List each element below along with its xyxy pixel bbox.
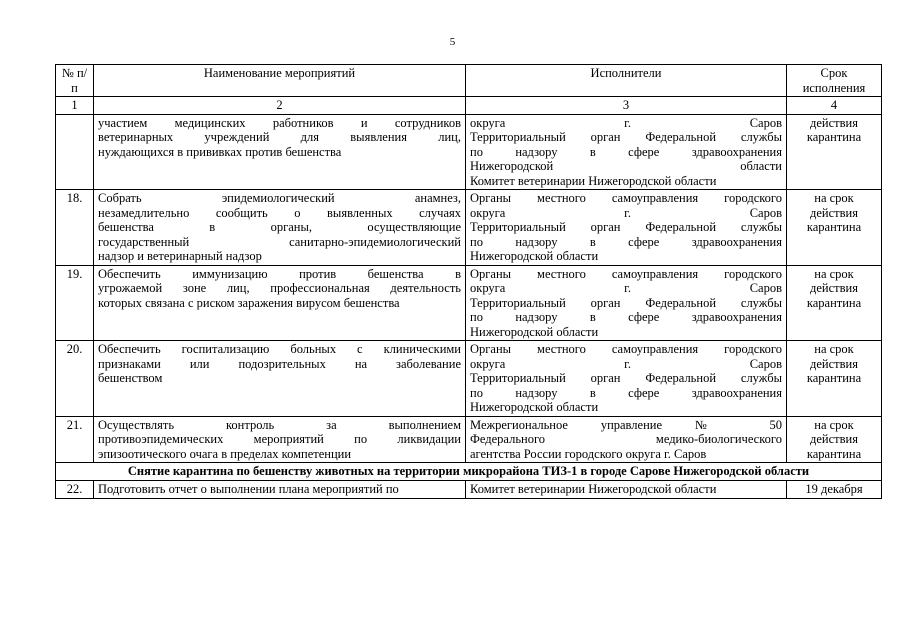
row-number: 18.: [56, 190, 94, 266]
measure-name-line: Собрать эпидемиологический анамнез,: [98, 191, 461, 205]
executors-line: по надзору в сфере здравоохранения: [470, 310, 782, 324]
term-line: карантина: [806, 220, 862, 234]
term: [787, 416, 882, 463]
executors-line: Нижегородской области: [470, 324, 599, 339]
executors-line: Федерального медико-биологического: [470, 432, 782, 446]
term: [787, 341, 882, 417]
row-number: 20.: [56, 341, 94, 417]
measure-name-line: Осуществлять контроль за выполнением: [98, 417, 461, 432]
term-line: карантина: [806, 130, 862, 144]
term-line: действия: [810, 356, 858, 371]
measure-name-line: угрожаемой зоне лиц, профессиональная деятельность: [98, 281, 461, 295]
section-title: Снятие карантина по бешенству животных на территории микрорайона ТИЗ-1 в городе Сарове Нижегородской области: [56, 463, 882, 481]
section-row: [56, 463, 882, 481]
header-name: Наименование мероприятий: [94, 65, 466, 97]
term: [787, 481, 882, 499]
measure-name: [94, 114, 466, 190]
table-row: [56, 416, 882, 463]
executors-line: Территориальный орган Федеральной службы: [470, 130, 782, 144]
term-line: действия: [810, 205, 858, 220]
term: [787, 114, 882, 190]
table-header-row: [56, 65, 882, 97]
term-line: на срок: [814, 342, 854, 356]
measure-name-line: надзор и ветеринарный надзор: [98, 249, 262, 263]
header-term: Срок исполнения: [787, 65, 882, 97]
executors-line: Органы местного самоуправления городского: [470, 266, 782, 281]
term-line: на срок: [814, 266, 854, 281]
header-executors: Исполнители: [466, 65, 787, 97]
column-index: 1: [56, 97, 94, 115]
executors: [466, 265, 787, 341]
term-line: действия: [810, 115, 858, 130]
executors-line: округа г. Саров: [470, 115, 782, 130]
executors-line: Территориальный орган Федеральной службы: [470, 295, 782, 310]
measure-name-line: эпизоотического очага в пределах компетенции: [98, 446, 352, 461]
executors-line: Территориальный орган Федеральной службы: [470, 371, 782, 385]
table-row: [56, 481, 882, 499]
executors-line: округа г. Саров: [470, 356, 782, 371]
measure-name: [94, 416, 466, 463]
executors-line: округа г. Саров: [470, 205, 782, 220]
executors-line: Комитет ветеринарии Нижегородской области: [470, 482, 717, 496]
executors: [466, 481, 787, 499]
measure-name-line: незамедлительно сообщить о выявленных случаях: [98, 205, 461, 220]
table-row: [56, 190, 882, 266]
executors: [466, 341, 787, 417]
measure-name-line: участием медицинских работников и сотрудников: [98, 115, 461, 130]
measure-name-line: бешенства в органы, осуществляющие: [98, 220, 461, 234]
column-index-row: [56, 97, 882, 115]
executors: [466, 114, 787, 190]
term-line: карантина: [806, 446, 862, 461]
executors-line: Межрегиональное управление № 50: [470, 417, 782, 432]
measure-name-line: Обеспечить госпитализацию больных с клиническими: [98, 342, 461, 356]
measure-name-line: государственный санитарно-эпидемиологический: [98, 234, 461, 249]
measure-name: [94, 481, 466, 499]
page-number: 5: [449, 36, 456, 48]
column-index: 3: [466, 97, 787, 115]
executors: [466, 416, 787, 463]
term: [787, 190, 882, 266]
measure-name-line: ветеринарных учреждений для выявления лиц,: [98, 130, 461, 144]
term-line: 19 декабря: [805, 482, 863, 496]
column-index: 2: [94, 97, 466, 115]
executors-line: по надзору в сфере здравоохранения: [470, 234, 782, 249]
executors-line: Территориальный орган Федеральной службы: [470, 220, 782, 234]
term-line: на срок: [814, 191, 854, 205]
header-num: № п/п: [56, 65, 94, 97]
measure-name-line: нуждающихся в прививках против бешенства: [98, 144, 342, 159]
executors-line: по надзору в сфере здравоохранения: [470, 385, 782, 400]
term-line: на срок: [814, 417, 854, 432]
measure-name-line: бешенством: [98, 371, 163, 385]
table-row: [56, 265, 882, 341]
executors-line: Нижегородской области: [470, 400, 599, 414]
term-line: карантина: [806, 295, 862, 310]
executors-line: Комитет ветеринарии Нижегородской области: [470, 173, 717, 188]
measure-name-line: признаками или подозрительных на заболевание: [98, 356, 461, 371]
measure-name-line: противоэпидемических мероприятий по ликвидации: [98, 432, 461, 446]
executors-line: Органы местного самоуправления городского: [470, 342, 782, 356]
table-row: [56, 341, 882, 417]
term-line: карантина: [806, 371, 862, 385]
executors: [466, 190, 787, 266]
row-number: 22.: [56, 481, 94, 499]
term: [787, 265, 882, 341]
term-line: действия: [810, 281, 858, 295]
executors-line: агентства России городского округа г. Саров: [470, 446, 707, 461]
executors-line: Нижегородской области: [470, 159, 782, 173]
executors-line: Нижегородской области: [470, 249, 599, 263]
measure-name: [94, 341, 466, 417]
column-index: 4: [787, 97, 882, 115]
executors-line: по надзору в сфере здравоохранения: [470, 144, 782, 159]
row-number: 19.: [56, 265, 94, 341]
row-number: [56, 114, 94, 190]
measures-table: [55, 64, 882, 499]
executors-line: округа г. Саров: [470, 281, 782, 295]
measure-name-line: Подготовить отчет о выполнении плана мероприятий по: [98, 482, 399, 496]
measure-name-line: которых связана с риском заражения вирусом бешенства: [98, 295, 400, 310]
executors-line: Органы местного самоуправления городского: [470, 191, 782, 205]
measure-name: [94, 265, 466, 341]
table-row: [56, 114, 882, 190]
measure-name-line: Обеспечить иммунизацию против бешенства в: [98, 266, 461, 281]
measure-name: [94, 190, 466, 266]
term-line: действия: [810, 432, 858, 446]
row-number: 21.: [56, 416, 94, 463]
